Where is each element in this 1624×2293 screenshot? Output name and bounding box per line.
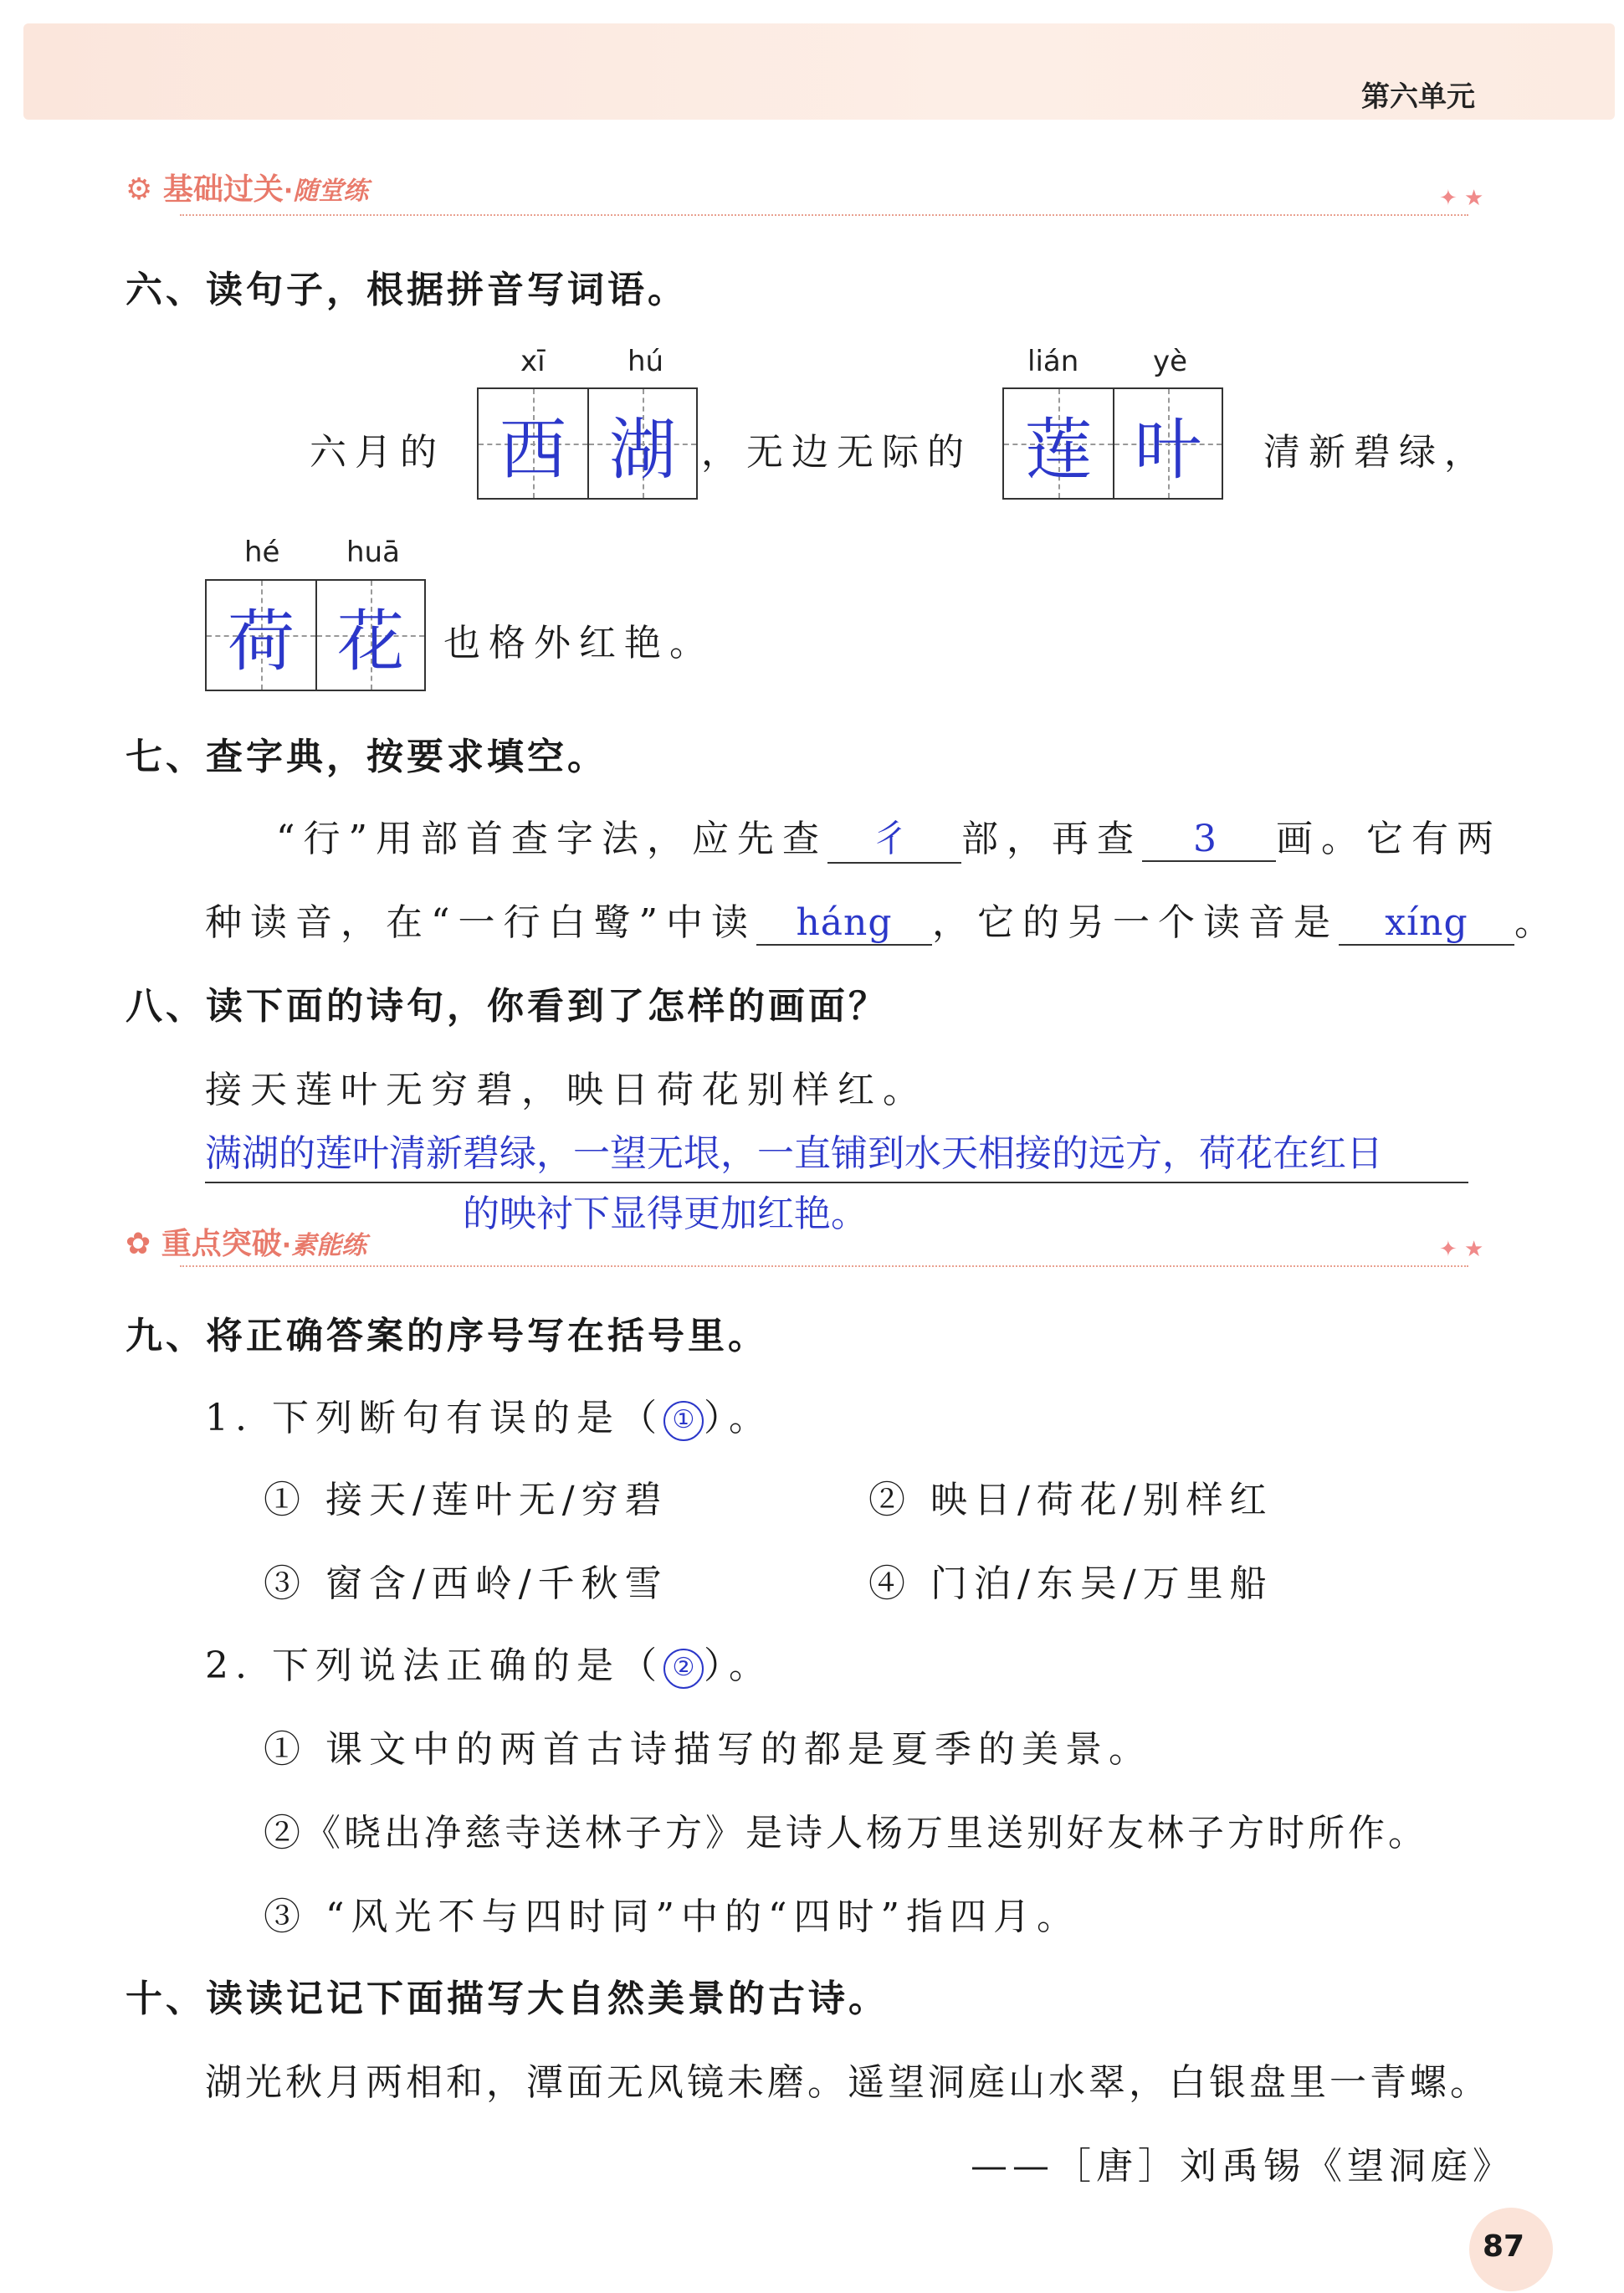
question-6-title: 六、读句子，根据拼音写词语。 <box>126 269 688 311</box>
tian-box-1 <box>477 387 698 500</box>
section-subtitle: 素能练 <box>291 1231 367 1260</box>
blank-strokes[interactable] <box>1142 818 1276 862</box>
pinyin-ye: yè <box>1153 345 1188 378</box>
q8-poem: 接天莲叶无穷碧，映日荷花别样红。 <box>205 1069 928 1111</box>
section-dot: · <box>283 177 294 206</box>
blank-reading-2[interactable] <box>1339 901 1514 946</box>
answer-cell[interactable]: 西 <box>479 389 587 498</box>
blank-reading-1[interactable] <box>756 901 932 946</box>
q9-item-1-stem <box>205 1388 772 1441</box>
section-divider <box>180 1265 1468 1267</box>
q7-text: 种读音，在“一行白鹭”中读 <box>205 901 756 944</box>
q8-answer-line-2: 的映衬下显得更加红艳。 <box>463 1193 868 1235</box>
q9-statement: ③ “风光不与四时同”中的“四时”指四月。 <box>264 1895 1080 1938</box>
answer-text: 3 <box>1193 818 1225 860</box>
page-number: 87 <box>1483 2229 1525 2264</box>
answer-cell[interactable]: 花 <box>315 581 424 690</box>
answer-circle[interactable]: ① <box>663 1401 704 1441</box>
q6-text-prefix: 六月的 <box>310 431 445 474</box>
gear-icon: ⚙ <box>126 172 153 207</box>
blank-radical[interactable] <box>827 808 961 864</box>
pinyin-hua: huā <box>346 536 400 569</box>
q7-text: ，它的另一个读音是 <box>932 901 1339 944</box>
q7-text: 部，再查 <box>961 818 1142 860</box>
q10-poem: 湖光秋月两相和，潭面无风镜未磨。遥望洞庭山水翠，白银盘里一青螺。 <box>205 2061 1490 2104</box>
stem-text: ）。 <box>703 1397 772 1439</box>
unit-label: 第六单元 <box>1361 80 1475 114</box>
q9-statement: ① 课文中的两首古诗描写的都是夏季的美景。 <box>264 1728 1152 1771</box>
section-dot: · <box>281 1231 292 1260</box>
question-7-title: 七、查字典，按要求填空。 <box>126 736 607 778</box>
q6-text-suffix1: 清新碧绿， <box>1263 431 1489 474</box>
pinyin-he: hé <box>244 536 280 569</box>
answer-cell[interactable]: 叶 <box>1113 389 1222 498</box>
answer-cell[interactable]: 莲 <box>1004 389 1113 498</box>
stem-text: 2. 下列说法正确的是（ <box>205 1644 663 1687</box>
q10-source: ——［唐］刘禹锡《望洞庭》 <box>971 2145 1514 2188</box>
answer-text: xíng <box>1385 901 1468 944</box>
q7-text: 画。它有两 <box>1276 818 1502 860</box>
answer-cell[interactable]: 荷 <box>207 581 315 690</box>
q7-line-1 <box>276 808 1502 864</box>
pinyin-xi: xī <box>520 345 546 378</box>
q7-text: “行”用部首查字法，应先查 <box>276 818 827 860</box>
answer-text: 彳 <box>872 818 917 860</box>
flower-icon: ✿ <box>126 1227 151 1261</box>
section-title: 重点突破 <box>161 1227 282 1261</box>
answer-cell[interactable]: 湖 <box>587 389 696 498</box>
q7-text: 。 <box>1514 901 1560 944</box>
q6-text-suffix2: 也格外红艳。 <box>443 622 715 664</box>
q9-option: ③ 窗含/西岭/千秋雪 <box>264 1562 669 1605</box>
stem-text: ）。 <box>703 1644 772 1687</box>
question-8-title: 八、读下面的诗句，你看到了怎样的画面？ <box>126 985 889 1028</box>
q9-option: ① 接天/莲叶无/穷碧 <box>264 1479 669 1521</box>
q9-statement: ②《晓出净慈寺送林子方》是诗人杨万里送别好友林子方时所作。 <box>264 1812 1428 1854</box>
section-subtitle: 随堂练 <box>293 177 369 206</box>
q7-line-2 <box>205 892 1560 946</box>
answer-text: háng <box>796 901 893 944</box>
q9-option: ④ 门泊/东吴/万里船 <box>868 1562 1273 1605</box>
star-icon: ✦ ★ <box>1439 186 1484 211</box>
question-10-title: 十、读读记记下面描写大自然美景的古诗。 <box>126 1978 889 2020</box>
stem-text: 1. 下列断句有误的是（ <box>205 1397 663 1439</box>
section-heading-basic <box>126 166 368 208</box>
answer-circle[interactable]: ② <box>663 1649 704 1689</box>
pinyin-lian: lián <box>1027 345 1079 378</box>
tian-box-3 <box>205 579 426 691</box>
q9-item-2-stem <box>205 1635 772 1689</box>
q6-text-mid: ，无边无际的 <box>701 431 972 474</box>
pinyin-hu: hú <box>628 345 664 378</box>
section-title: 基础过关 <box>162 172 284 207</box>
tian-box-2 <box>1002 387 1223 500</box>
section-heading-key <box>126 1220 366 1263</box>
star-icon: ✦ ★ <box>1439 1237 1484 1262</box>
section-divider <box>180 214 1468 216</box>
q8-answer-line-1: 满湖的莲叶清新碧绿，一望无垠，一直铺到水天相接的远方，荷花在红日 <box>205 1132 1383 1175</box>
question-9-title: 九、将正确答案的序号写在括号里。 <box>126 1315 768 1357</box>
q9-option: ② 映日/荷花/别样红 <box>868 1479 1273 1521</box>
